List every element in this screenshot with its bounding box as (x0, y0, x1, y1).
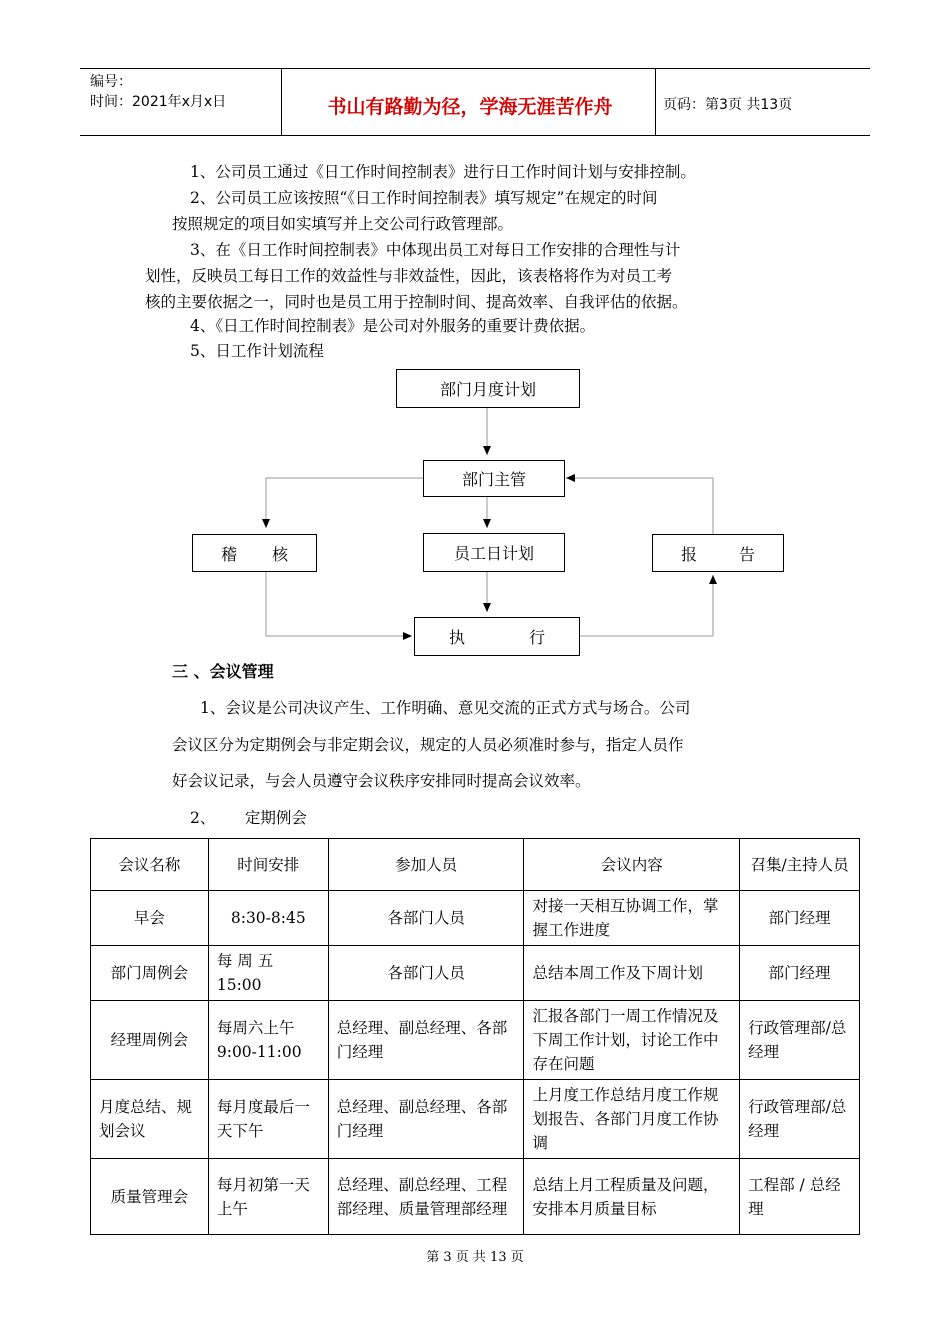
section-title: 三 、会议管理 (172, 662, 274, 681)
document-number: 编号： (90, 74, 132, 90)
table-row (91, 946, 860, 1001)
flow-node-label: 报 (681, 544, 698, 564)
flow-node-monthly-plan (396, 369, 580, 408)
paragraph-3-line-2: 划性，反映员工每日工作的效益性与非效益性，因此，该表格将作为对员工考 (145, 267, 673, 285)
cell-content: 总结本周工作及下周计划 (524, 946, 740, 1001)
paragraph-1: 1、公司员工通过《日工作时间控制表》进行日工作时间计划与安排控制。 (190, 163, 696, 181)
subsection-title: 2、 定期例会 (190, 809, 307, 827)
header-motto: 书山有路勤为径，学海无涯苦作舟 (327, 96, 613, 118)
paragraph-4: 4、《日工作时间控制表》是公司对外服务的重要计费依据。 (190, 317, 596, 335)
column-header: 召集/主持人员 (740, 839, 860, 891)
cell-attendees: 总经理、副总经理、工程部经理、质量管理部经理 (328, 1159, 524, 1235)
cell-host: 部门经理 (740, 891, 860, 946)
arrow-report-to-supervisor (566, 478, 713, 534)
flow-node-label: 核 (271, 544, 288, 564)
arrow-execute-to-report (580, 575, 713, 636)
flow-node-label: 行 (528, 628, 545, 647)
cell-content: 对接一天相互协调工作，掌握工作进度 (524, 891, 740, 946)
table-row (91, 1001, 860, 1080)
cell-host: 工程部 / 总经理 (740, 1159, 860, 1235)
header-page-number: 页码：第3页 共13页 (663, 97, 793, 113)
paragraph-3-line-1: 3、在《日工作时间控制表》中体现出员工对每日工作安排的合理性与计 (190, 241, 681, 259)
page-footer: 第 3 页 共 13 页 (426, 1250, 524, 1265)
cell-content: 总结上月工程质量及问题，安排本月质量目标 (524, 1159, 740, 1235)
meeting-schedule-table (90, 838, 860, 1235)
cell-time: 每周六上午 9:00-11:00 (208, 1001, 328, 1080)
column-header: 会议内容 (524, 839, 740, 891)
section-paragraph-line-2: 会议区分为定期例会与非定期会议，规定的人员必须准时参与，指定人员作 (172, 736, 684, 754)
cell-time: 每月度最后一天下午 (208, 1080, 328, 1159)
column-header: 参加人员 (328, 839, 524, 891)
flow-node-label: 员工日计划 (453, 544, 534, 563)
paragraph-5: 5、日工作计划流程 (190, 342, 324, 360)
cell-host: 行政管理部/总经理 (740, 1080, 860, 1159)
paragraph-3-line-3: 核的主要依据之一，同时也是员工用于控制时间、提高效率、自我评估的依据。 (145, 293, 688, 311)
table-row (91, 891, 860, 946)
document-time: 时间：2021年x月x日 (90, 94, 227, 110)
arrow-audit-to-execute (266, 571, 412, 636)
cell-meeting-name: 部门周例会 (91, 946, 209, 1001)
cell-time: 每 周 五 15:00 (208, 946, 328, 1001)
cell-attendees: 各部门人员 (328, 891, 524, 946)
cell-meeting-name: 早会 (91, 891, 209, 946)
column-header: 会议名称 (91, 839, 209, 891)
cell-time: 每月初第一天上午 (208, 1159, 328, 1235)
arrow-supervisor-to-audit (266, 478, 423, 528)
section-paragraph-line-1: 1、会议是公司决议产生、工作明确、意见交流的正式方式与场合。公司 (200, 699, 691, 717)
cell-host: 行政管理部/总经理 (740, 1001, 860, 1080)
cell-attendees: 各部门人员 (328, 946, 524, 1001)
cell-attendees: 总经理、副总经理、各部门经理 (328, 1080, 524, 1159)
flow-node-label: 部门主管 (461, 470, 526, 489)
flow-node-label: 部门月度计划 (439, 380, 536, 399)
paragraph-2-line-2: 按照规定的项目如实填写并上交公司行政管理部。 (172, 215, 514, 233)
flow-node-label: 执 (449, 628, 466, 647)
flow-node-supervisor (423, 460, 565, 497)
flow-node-label: 稽 (221, 544, 238, 564)
cell-meeting-name: 质量管理会 (91, 1159, 209, 1235)
cell-content: 上月度工作总结月度工作规划报告、各部门月度工作协调 (524, 1080, 740, 1159)
cell-meeting-name: 月度总结、规划会议 (91, 1080, 209, 1159)
column-header: 时间安排 (208, 839, 328, 891)
table-header-row (91, 839, 860, 891)
flow-node-report (652, 534, 784, 572)
flow-node-label: 告 (738, 544, 755, 564)
paragraph-2-line-1: 2、公司员工应该按照“《日工作时间控制表》填写规定”在规定的时间 (190, 189, 658, 207)
section-paragraph-line-3: 好会议记录，与会人员遵守会议秩序安排同时提高会议效率。 (172, 772, 591, 790)
table-row (91, 1080, 860, 1159)
flow-node-execute (414, 617, 580, 656)
table-row (91, 1159, 860, 1235)
cell-content: 汇报各部门一周工作情况及下周工作计划，讨论工作中存在问题 (524, 1001, 740, 1080)
cell-host: 部门经理 (740, 946, 860, 1001)
flow-node-daily-plan (423, 533, 565, 572)
cell-meeting-name: 经理周例会 (91, 1001, 209, 1080)
cell-attendees: 总经理、副总经理、各部门经理 (328, 1001, 524, 1080)
cell-time: 8:30-8:45 (208, 891, 328, 946)
flow-node-audit (192, 534, 317, 572)
